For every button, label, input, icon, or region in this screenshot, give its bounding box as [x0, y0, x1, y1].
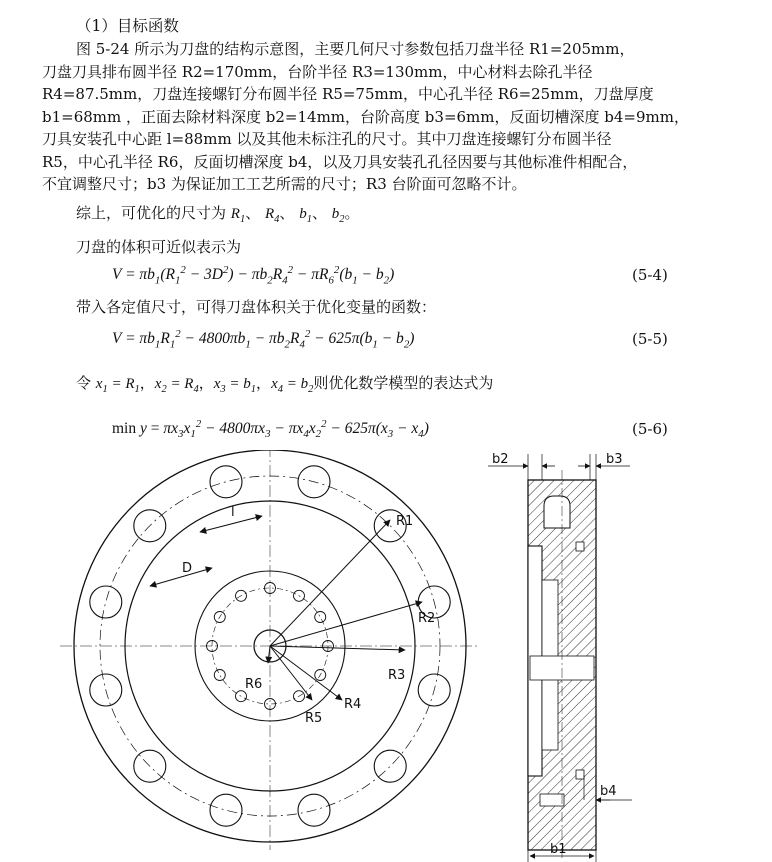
paragraph-line: R5，中心孔半径 R6，反面切槽深度 b4，以及刀具安装孔孔径因要与其他标准件相配合，	[42, 152, 638, 171]
bolt-hole	[315, 612, 326, 623]
tool-hole-top	[544, 496, 570, 528]
tool-hole	[90, 586, 122, 618]
paragraph-line: b1=68mm ，正面去除材料深度 b2=14mm，台阶高度 b3=6mm，反面切槽深度 b4=9mm，	[42, 107, 689, 126]
label-r3: R3	[388, 668, 406, 683]
tool-hole-bottom	[540, 794, 564, 806]
summary-prefix: 综上，可优化的尺寸为	[76, 204, 231, 222]
summary-var: $R_1$	[230, 206, 246, 225]
label-r1: R1	[396, 514, 414, 529]
radius-arrows	[150, 516, 422, 700]
equation-number: (5-4)	[632, 266, 668, 284]
substitution-line: 令 $x_1 = R_1$，$x_2 = R_4$，$x_3 = b_1$，$x_4 = b_2$则优化数学模型的表达式为	[76, 374, 494, 395]
label-r5: R5	[305, 711, 323, 726]
cutter-disk-figure	[0, 450, 772, 862]
summary-var: $R_4$	[264, 206, 280, 225]
paragraph-line: 图 5-24 所示为刀盘的结构示意图，主要几何尺寸参数包括刀盘半径 R1=205mm，	[76, 40, 635, 58]
label-r6: R6	[245, 677, 263, 692]
label-b4: b4	[600, 784, 617, 799]
bolt-hole	[214, 670, 225, 681]
r1-arrow	[270, 520, 390, 646]
description-paragraph	[42, 38, 734, 196]
r2-arrow	[270, 602, 422, 646]
label-b2: b2	[492, 452, 509, 467]
d-dimension-arrow	[150, 568, 212, 586]
front-view-labels	[182, 505, 435, 726]
back-groove-top	[576, 542, 584, 551]
section-view	[488, 454, 632, 862]
paragraph-line: 刀盘刀具排布圆半径 R2=170mm，台阶半径 R3=130mm，中心材料去除孔半径	[42, 62, 593, 81]
label-r2: R2	[418, 611, 436, 626]
equation-number: (5-6)	[632, 420, 668, 438]
label-d: D	[182, 561, 193, 576]
paragraph-line: R4=87.5mm，刀盘连接螺钉分布圆半径 R5=75mm，中心孔半径 R6=25mm，刀盘厚度	[42, 85, 654, 103]
section-heading: （1）目标函数	[76, 17, 179, 35]
tool-hole	[374, 750, 406, 782]
r6-arrow	[268, 646, 270, 663]
summary-var: $b_1$	[299, 206, 312, 225]
label-r4: R4	[344, 697, 362, 712]
label-l: l	[231, 505, 235, 520]
back-groove-bottom	[576, 770, 584, 779]
tool-hole	[210, 794, 242, 826]
equation-number: (5-5)	[632, 330, 668, 348]
label-b3: b3	[606, 452, 623, 467]
label-b1: b1	[550, 842, 567, 857]
paragraph-line: 刀具安装孔中心距 l=88mm 以及其他未标注孔的尺寸。其中刀盘连接螺钉分布圆半径	[42, 130, 612, 148]
r3-arrow	[270, 646, 405, 650]
equation-5-4: $V = \pi b_1(R_1^2 - 3D^2) - \pi b_2R_4^2 - \pi R_6^2(b_1 - b_2)$	[112, 264, 395, 287]
tool-hole	[210, 466, 242, 498]
volume-intro: 刀盘的体积可近似表示为	[76, 238, 242, 256]
summary-var: $b_2$	[331, 206, 345, 225]
equation-5-6: $\min y = \pi x_3x_1^2 - 4800\pi x_3 - \pi x_4x_2^2 - 625\pi(x_3 - x_4)$	[112, 418, 429, 441]
substitute-intro: 带入各定值尺寸，可得刀盘体积关于优化变量的函数：	[76, 298, 437, 316]
paragraph-line: 不宜调整尺寸；b3 为保证加工工艺所需的尺寸；R3 台阶面可忽略不计。	[42, 175, 527, 193]
equation-5-5: $V = \pi b_1R_1^2 - 4800\pi b_1 - \pi b_2R_4^2 - 625\pi(b_1 - b_2)$	[112, 328, 415, 351]
summary-line: 综上，可优化的尺寸为 $R_1$、 $R_4$、 $b_1$、 $b_2$。	[76, 204, 360, 225]
